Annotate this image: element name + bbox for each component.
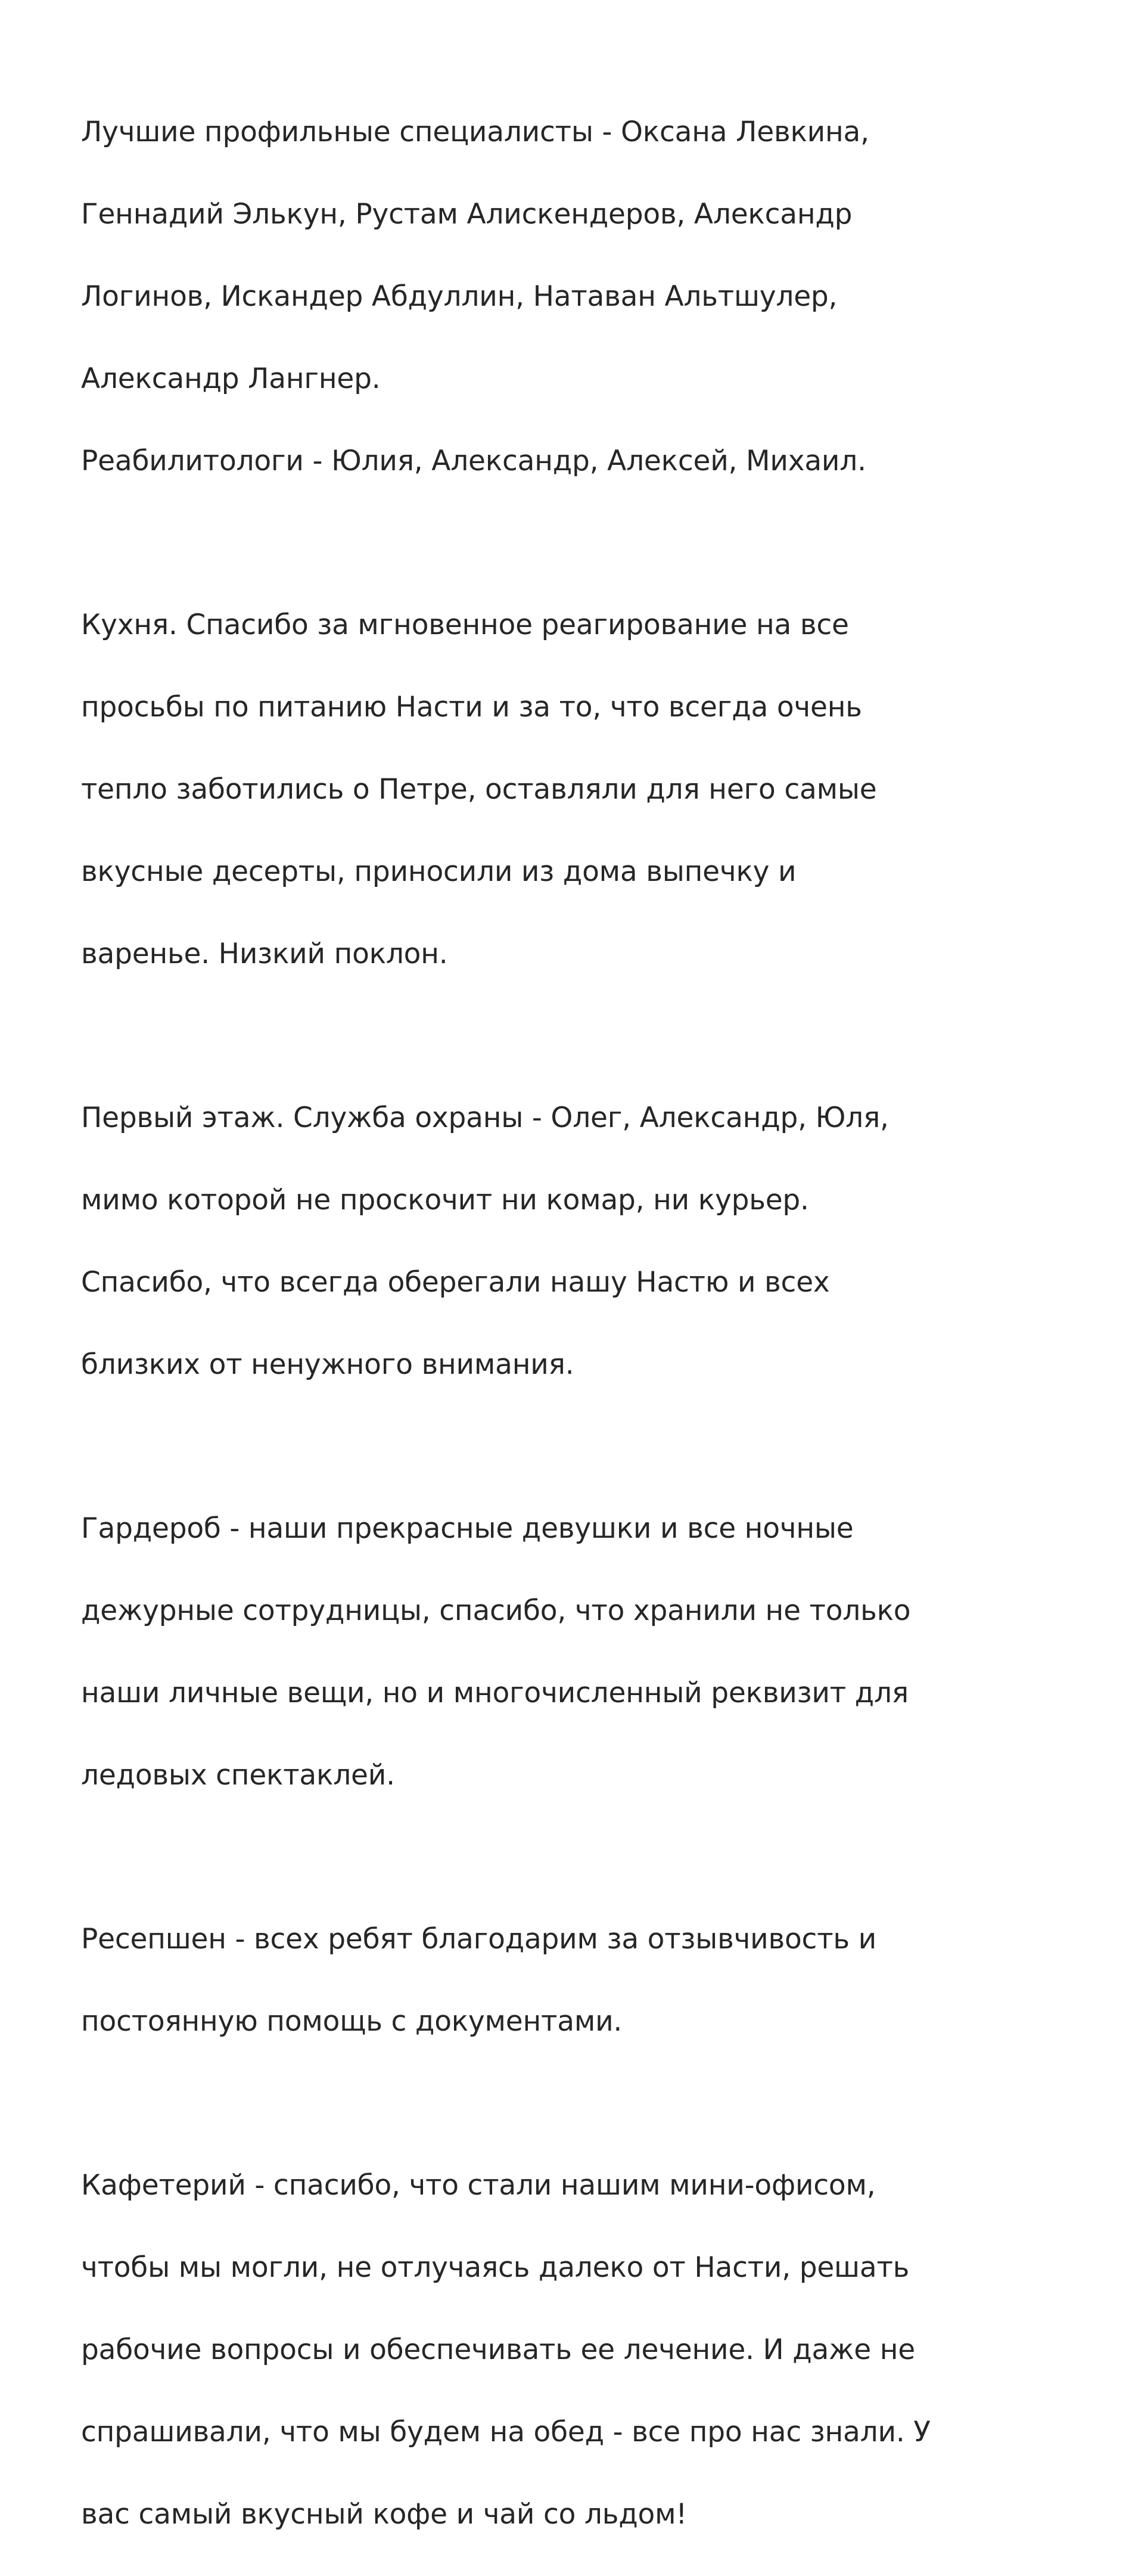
text-line: ледовых спектаклей. (81, 1759, 395, 1792)
text-line: Геннадий Элькун, Рустам Алискендеров, Александр (81, 198, 853, 231)
text-line: чтобы мы могли, не отлучаясь далеко от Насти, решать (81, 2251, 910, 2284)
text-line: близких от ненужного внимания. (81, 1348, 574, 1381)
text-line: Спасибо, что всегда оберегали нашу Настю и всех (81, 1266, 830, 1299)
paragraph-kitchen (81, 563, 971, 1016)
paragraph-first-floor (81, 1056, 971, 1426)
text-line: Ресепшен - всех ребят благодарим за отзывчивость и (81, 1923, 876, 1956)
paragraph-wardrobe (81, 1467, 971, 1837)
text-line: спрашивали, что мы будем на обед - все про нас знали. У (81, 2416, 931, 2448)
text-line: дежурные сотрудницы, спасибо, что хранили не только (81, 1594, 911, 1627)
text-line: просьбы по питанию Насти и за то, что всегда очень (81, 691, 862, 724)
text-line: Александр Лангнер. (81, 362, 381, 395)
text-line: тепло заботились о Петре, оставляли для него самые (81, 773, 877, 806)
document-text-body (81, 70, 971, 2576)
text-line: рабочие вопросы и обеспечивать ее лечение. И даже не (81, 2333, 915, 2366)
paragraph-specialists (81, 70, 971, 523)
text-line: постоянную помощь с документами. (81, 2005, 623, 2038)
text-line: Кухня. Спасибо за мгновенное реагирование на все (81, 609, 849, 641)
text-line: Гардероб - наши прекрасные девушки и все ночные (81, 1512, 854, 1545)
paragraph-reception (81, 1877, 971, 2083)
text-line: вкусные десерты, приносили из дома выпечку и (81, 855, 797, 888)
text-line: Первый этаж. Служба охраны - Олег, Александр, Юля, (81, 1101, 889, 1134)
text-line: Логинов, Искандер Абдуллин, Натаван Альтшулер, (81, 280, 838, 313)
paragraph-cafeteria (81, 2124, 971, 2576)
text-line: Кафетерий - спасибо, что стали нашим мини-офисом, (81, 2169, 876, 2202)
text-line: мимо которой не проскочит ни комар, ни курьер. (81, 1184, 809, 1216)
text-line: вас самый вкусный кофе и чай со льдом! (81, 2498, 687, 2531)
text-line: Реабилитологи - Юлия, Александр, Алексей, Михаил. (81, 445, 866, 477)
text-line: Лучшие профильные специалисты - Оксана Левкина, (81, 116, 869, 148)
text-line: наши личные вещи, но и многочисленный реквизит для (81, 1677, 909, 1709)
text-line: варенье. Низкий поклон. (81, 938, 448, 970)
